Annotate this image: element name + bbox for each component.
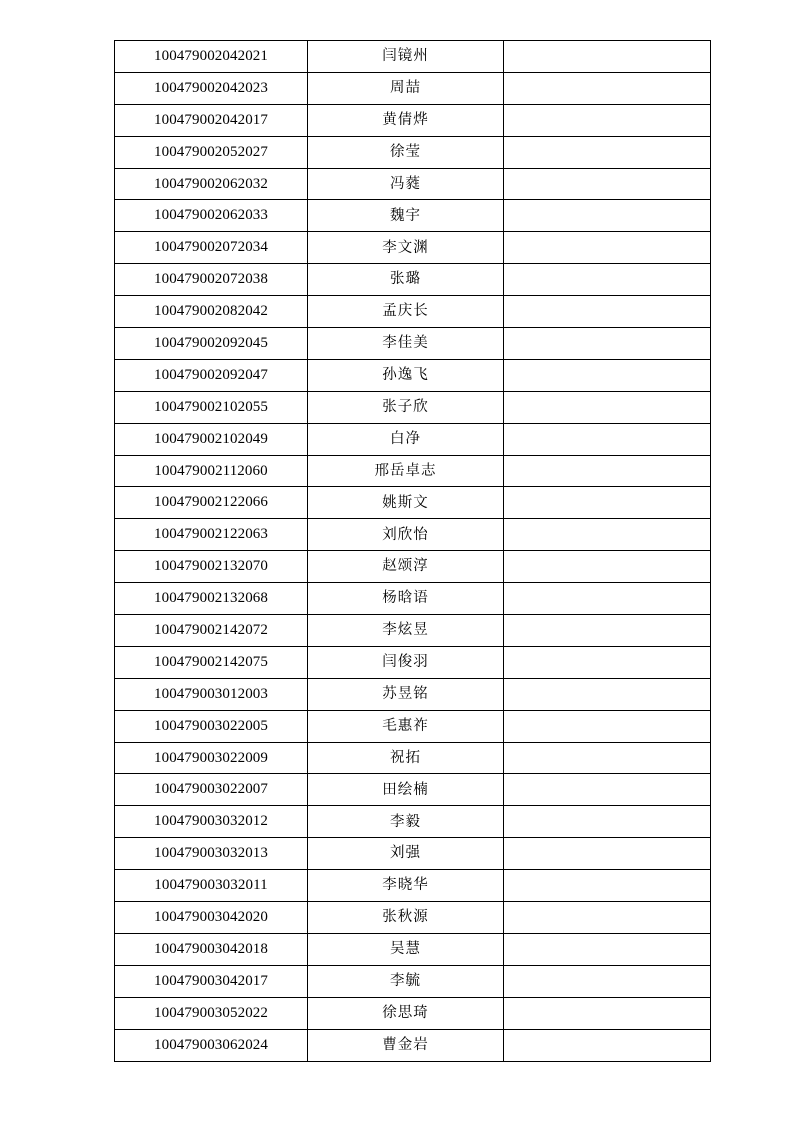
table-row [115, 615, 711, 647]
candidate-name-cell: 姚斯文 [308, 487, 504, 519]
candidate-id-cell: 100479003032011 [115, 870, 308, 902]
candidate-id-cell: 100479003042017 [115, 965, 308, 997]
candidate-name-cell: 徐思琦 [308, 997, 504, 1029]
candidate-id-cell: 100479002132068 [115, 583, 308, 615]
table-row [115, 551, 711, 583]
candidate-id-cell: 100479002052027 [115, 136, 308, 168]
candidate-id-cell: 100479003022009 [115, 742, 308, 774]
candidate-id-cell: 100479002092047 [115, 359, 308, 391]
candidate-id-cell: 100479003022005 [115, 710, 308, 742]
note-cell [504, 168, 711, 200]
note-cell [504, 104, 711, 136]
candidate-id-cell: 100479002142072 [115, 615, 308, 647]
table-row [115, 838, 711, 870]
note-cell [504, 997, 711, 1029]
note-cell [504, 72, 711, 104]
table-row [115, 328, 711, 360]
table-row [115, 997, 711, 1029]
candidate-name-cell: 苏昱铭 [308, 678, 504, 710]
table-row [115, 264, 711, 296]
note-cell [504, 391, 711, 423]
candidate-id-cell: 100479002042017 [115, 104, 308, 136]
candidate-id-cell: 100479002042023 [115, 72, 308, 104]
candidate-id-cell: 100479002142075 [115, 646, 308, 678]
candidate-id-cell: 100479002102049 [115, 423, 308, 455]
note-cell [504, 264, 711, 296]
candidate-id-cell: 100479003052022 [115, 997, 308, 1029]
candidate-id-cell: 100479003032013 [115, 838, 308, 870]
table-row [115, 678, 711, 710]
note-cell [504, 870, 711, 902]
table-row [115, 902, 711, 934]
candidate-id-cell: 100479003042018 [115, 933, 308, 965]
table-row [115, 104, 711, 136]
note-cell [504, 359, 711, 391]
candidate-id-cell: 100479002112060 [115, 455, 308, 487]
candidate-id-cell: 100479002122063 [115, 519, 308, 551]
candidate-name-cell: 闫镜州 [308, 41, 504, 73]
table-row [115, 423, 711, 455]
candidate-name-cell: 毛惠祚 [308, 710, 504, 742]
candidate-id-cell: 100479002102055 [115, 391, 308, 423]
note-cell [504, 41, 711, 73]
note-cell [504, 232, 711, 264]
candidate-id-cell: 100479002132070 [115, 551, 308, 583]
table-row [115, 136, 711, 168]
candidate-id-cell: 100479002072038 [115, 264, 308, 296]
note-cell [504, 136, 711, 168]
note-cell [504, 328, 711, 360]
candidate-name-cell: 孟庆长 [308, 296, 504, 328]
candidate-name-cell: 周喆 [308, 72, 504, 104]
candidate-id-cell: 100479002062032 [115, 168, 308, 200]
candidate-name-cell: 刘欣怡 [308, 519, 504, 551]
table-row [115, 391, 711, 423]
note-cell [504, 423, 711, 455]
table-row [115, 359, 711, 391]
table-row [115, 742, 711, 774]
table-row [115, 870, 711, 902]
candidate-name-cell: 曹金岩 [308, 1029, 504, 1061]
note-cell [504, 519, 711, 551]
candidate-name-cell: 张子欣 [308, 391, 504, 423]
table-row [115, 774, 711, 806]
candidate-id-cell: 100479002122066 [115, 487, 308, 519]
note-cell [504, 838, 711, 870]
candidate-id-cell: 100479003062024 [115, 1029, 308, 1061]
note-cell [504, 296, 711, 328]
candidate-name-cell: 赵颂淳 [308, 551, 504, 583]
table-row [115, 168, 711, 200]
candidate-id-cell: 100479002062033 [115, 200, 308, 232]
table-row [115, 519, 711, 551]
candidate-id-cell: 100479003012003 [115, 678, 308, 710]
candidate-name-cell: 白净 [308, 423, 504, 455]
table-row [115, 487, 711, 519]
table-row [115, 200, 711, 232]
candidate-name-cell: 李佳美 [308, 328, 504, 360]
candidate-name-cell: 祝拓 [308, 742, 504, 774]
note-cell [504, 806, 711, 838]
table-row [115, 965, 711, 997]
table-row [115, 933, 711, 965]
candidate-id-cell: 100479003022007 [115, 774, 308, 806]
note-cell [504, 933, 711, 965]
note-cell [504, 710, 711, 742]
candidate-name-cell: 李毅 [308, 806, 504, 838]
note-cell [504, 583, 711, 615]
table-body [115, 41, 711, 1062]
candidate-list-table [114, 40, 711, 1062]
candidate-name-cell: 李毓 [308, 965, 504, 997]
candidate-name-cell: 冯蕤 [308, 168, 504, 200]
note-cell [504, 678, 711, 710]
candidate-name-cell: 魏宇 [308, 200, 504, 232]
candidate-name-cell: 杨晗语 [308, 583, 504, 615]
note-cell [504, 742, 711, 774]
candidate-id-cell: 100479002072034 [115, 232, 308, 264]
note-cell [504, 965, 711, 997]
note-cell [504, 646, 711, 678]
candidate-name-cell: 张璐 [308, 264, 504, 296]
table-row [115, 41, 711, 73]
candidate-id-cell: 100479002092045 [115, 328, 308, 360]
candidate-name-cell: 黄倩烨 [308, 104, 504, 136]
candidate-name-cell: 李晓华 [308, 870, 504, 902]
table-row [115, 72, 711, 104]
note-cell [504, 487, 711, 519]
candidate-name-cell: 田绘楠 [308, 774, 504, 806]
note-cell [504, 902, 711, 934]
note-cell [504, 551, 711, 583]
candidate-name-cell: 李炫昱 [308, 615, 504, 647]
table-row [115, 710, 711, 742]
candidate-name-cell: 徐莹 [308, 136, 504, 168]
candidate-name-cell: 孙逸飞 [308, 359, 504, 391]
candidate-name-cell: 吴慧 [308, 933, 504, 965]
table-row [115, 296, 711, 328]
table-row [115, 583, 711, 615]
table-row [115, 1029, 711, 1061]
note-cell [504, 774, 711, 806]
table-row [115, 455, 711, 487]
candidate-id-cell: 100479002042021 [115, 41, 308, 73]
note-cell [504, 1029, 711, 1061]
candidate-name-cell: 邢岳卓志 [308, 455, 504, 487]
candidate-id-cell: 100479003042020 [115, 902, 308, 934]
candidate-name-cell: 李文渊 [308, 232, 504, 264]
table-row [115, 232, 711, 264]
candidate-id-cell: 100479003032012 [115, 806, 308, 838]
candidate-name-cell: 刘强 [308, 838, 504, 870]
table-row [115, 646, 711, 678]
table-row [115, 806, 711, 838]
candidate-id-cell: 100479002082042 [115, 296, 308, 328]
note-cell [504, 615, 711, 647]
note-cell [504, 455, 711, 487]
candidate-name-cell: 张秋源 [308, 902, 504, 934]
note-cell [504, 200, 711, 232]
candidate-name-cell: 闫俊羽 [308, 646, 504, 678]
